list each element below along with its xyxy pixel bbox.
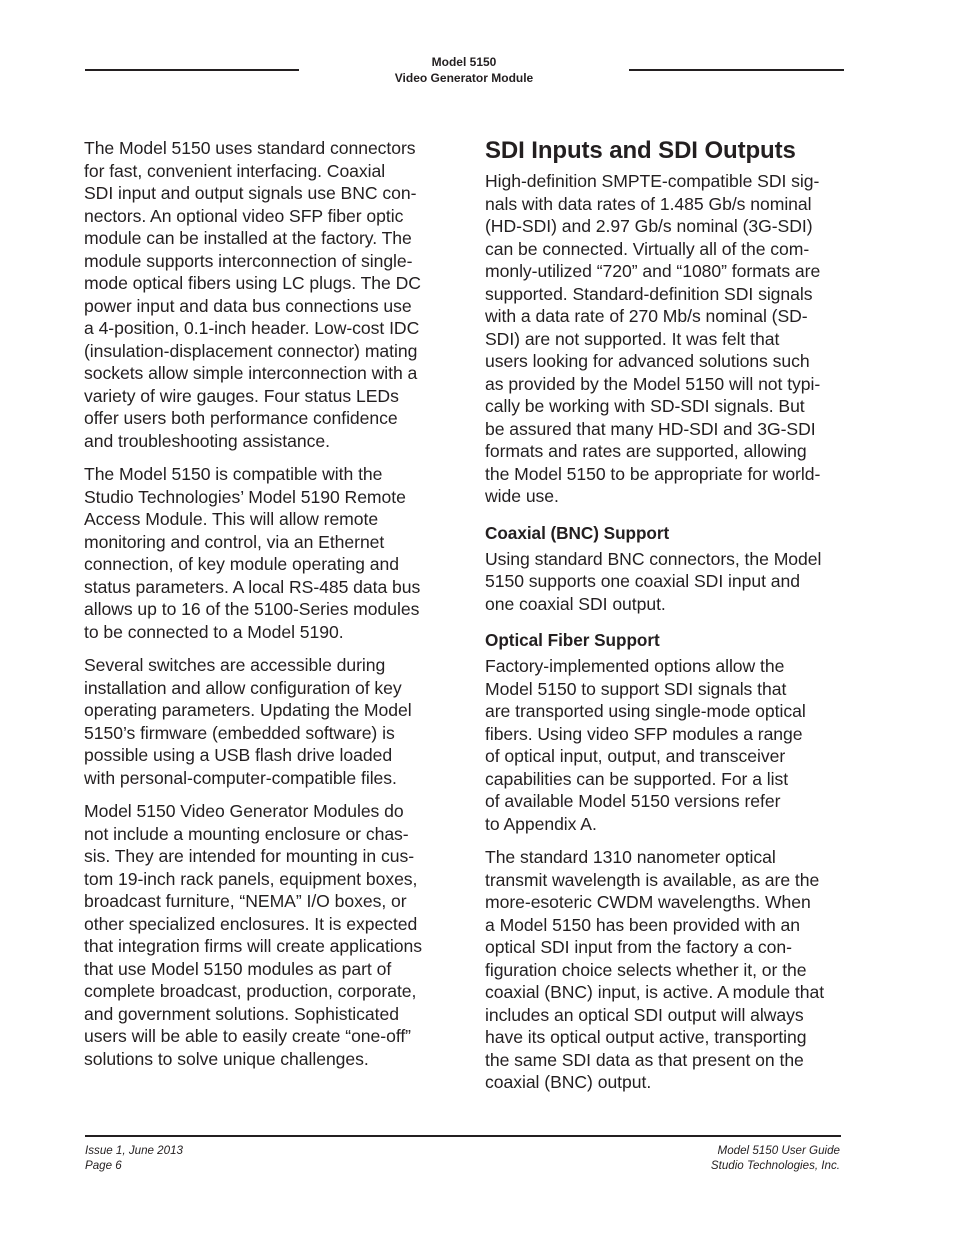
subheading-coaxial: Coaxial (BNC) Support xyxy=(485,522,670,543)
right-column xyxy=(485,136,857,1105)
footer-right xyxy=(711,1143,840,1173)
paragraph-coaxial: Using standard BNC connectors, the Model 5150 supports one coaxial SDI input and one coaxial SDI output. xyxy=(485,548,822,614)
footer-company: Studio Technologies, Inc. xyxy=(710,1159,840,1172)
subheading-optical: Optical Fiber Support xyxy=(485,630,660,650)
header-model: Model 5150 xyxy=(431,55,497,69)
footer-issue: Issue 1, June 2013 xyxy=(85,1144,183,1157)
paragraph-sdi-intro: High-definition SMPTE-compatible SDI sig- nals with data rates of 1.485 Gb/s nominal (HD-SDI) and 2.97 Gb/s nominal (3G-SDI) can be connected. Virtually all of the com- monly-utilized “720” and “1080” formats are supported. Standard-definition SDI signals with a data rate of 270 Mb/s nominal (SD- SDI) are not supported. It was felt that users looking for advanced solutions such as provided by the Model 5150 will not typi- cally be working with SD-SDI signals. But be assured that many HD-SDI and 3G-SDI formats and rates are supported, allowing the Model 5150 to be appropriate for world- wide use. xyxy=(485,171,821,506)
paragraph-optical-options: Factory-implemented options allow the Model 5150 to support SDI signals that are transported using single-mode optical fibers. Using video SFP modules a range of optical input, output, and transceiver capabilities can be supported. For a list of available Model 5150 versions refer to Appendix A. xyxy=(485,656,806,834)
paragraph-model-5190: The Model 5150 is compatible with the Studio Technologies’ Model 5190 Remote Access Module. This will allow remote monitoring and control, via an Ethernet connection, of key module operating and status parameters. A local RS-485 data bus allows up to 16 of the 5100-Series modules to be connected to a Model 5190. xyxy=(84,464,421,642)
paragraph-switches: Several switches are accessible during installation and allow configuration of key operating parameters. Updating the Model 5150’s firmware (embedded software) is possible using a USB flash drive loaded with personal-computer-compatible files. xyxy=(84,655,412,788)
running-header xyxy=(300,54,628,86)
header-rule-left xyxy=(85,69,299,71)
left-column xyxy=(84,137,450,1081)
footer-left xyxy=(85,1143,183,1173)
footer-rule xyxy=(85,1135,841,1137)
header-rule-right xyxy=(629,69,844,71)
paragraph-mounting: Model 5150 Video Generator Modules do not include a mounting enclosure or chas- sis. They are intended for mounting in cus- tom 19-inch rack panels, equipment boxes, broadcast furniture, “NEMA” I/O boxes, or other specialized enclosures. It is expected that integration firms will create applications that use Model 5150 modules as part of complete broadcast, production, corporate, and government solutions. Sophisticated users will be able to easily create “one-off” solutions to solve unique challenges. xyxy=(84,801,422,1069)
header-product-name: Video Generator Module xyxy=(394,71,534,85)
section-title-sdi: SDI Inputs and SDI Outputs xyxy=(485,137,796,164)
footer-guide-title: Model 5150 User Guide xyxy=(717,1144,840,1157)
footer-page-number: Page 6 xyxy=(85,1159,122,1172)
paragraph-optical-wavelength: The standard 1310 nanometer optical transmit wavelength is available, as are the more-esoteric CWDM wavelengths. When a Model 5150 has been provided with an optical SDI input from the factory a con- figuration choice selects whether it, or the coaxial (BNC) input, is active. A module that includes an optical SDI output will always have its optical output active, transporting the same SDI data as that present on the coaxial (BNC) output. xyxy=(485,847,825,1092)
paragraph-connectors: The Model 5150 uses standard connectors for fast, convenient interfacing. Coaxial SDI input and output signals use BNC con- nectors. An optional video SFP fiber optic module can be installed at the factory. The module supports interconnection of single- mode optical fibers using LC plugs. The DC power input and data bus connections use a 4-position, 0.1-inch header. Low-cost IDC (insulation-displacement connector) mating sockets allow simple interconnection with a variety of wire gauges. Four status LEDs offer users both performance confidence and troubleshooting assistance. xyxy=(84,138,421,451)
